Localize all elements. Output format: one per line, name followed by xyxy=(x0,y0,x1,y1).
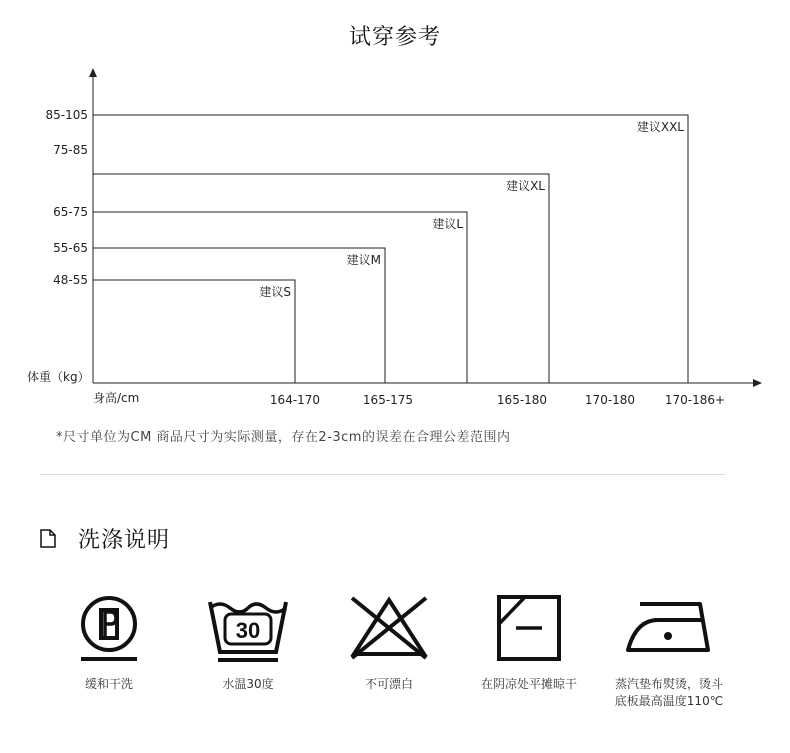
x-axis-label: 身高/cm xyxy=(93,391,140,405)
care-item-wash-30 xyxy=(173,592,323,693)
care-label: 在阴凉处平摊晾干 xyxy=(480,677,577,691)
care-item-no-bleach xyxy=(314,592,464,693)
care-label-line: 底板最高温度110℃ xyxy=(614,694,724,708)
x-axis-arrow xyxy=(753,379,762,387)
size-box xyxy=(93,174,549,383)
x-tick-label: 165-175 xyxy=(362,393,414,407)
iron-icon xyxy=(622,592,716,664)
care-label xyxy=(594,676,744,710)
care-label-line: 蒸汽垫布熨烫，烫斗 xyxy=(614,677,723,691)
x-tick-label: 165-180 xyxy=(496,393,548,407)
y-tick-label: 55-65 xyxy=(53,241,88,255)
y-axis-arrow xyxy=(89,68,97,77)
y-tick-label: 65-75 xyxy=(53,205,88,219)
wash-30-icon xyxy=(206,592,290,664)
y-tick-label: 48-55 xyxy=(53,273,88,287)
divider xyxy=(40,474,725,475)
wash-temp: 30 xyxy=(235,618,261,643)
page-title: 试穿参考 xyxy=(348,25,441,50)
y-axis-label: 体重（kg） xyxy=(27,370,90,384)
size-box xyxy=(93,248,385,383)
care-item-iron xyxy=(594,592,744,710)
box-label: 建议XL xyxy=(506,179,545,193)
chart-boxes xyxy=(93,115,688,383)
size-note: *尺寸单位为CM 商品尺寸为实际测量，存在2-3cm的误差在合理公差范围内 xyxy=(56,430,511,445)
chart-labels xyxy=(27,108,725,407)
x-tick-label: 170-186+ xyxy=(664,393,726,407)
care-item-dry-clean xyxy=(34,592,184,693)
box-label: 建议L xyxy=(432,217,463,231)
chart-axes xyxy=(89,68,762,387)
box-label: 建议XXL xyxy=(636,120,684,134)
y-tick-label: 85-105 xyxy=(45,108,88,122)
wash-header xyxy=(40,522,170,554)
y-tick-label: 75-85 xyxy=(53,143,88,157)
x-tick-label: 170-180 xyxy=(584,393,636,407)
size-box xyxy=(93,115,688,383)
document-icon xyxy=(40,529,56,548)
care-item-line-dry xyxy=(454,592,604,693)
wash-title: 洗涤说明 xyxy=(78,527,171,553)
box-label: 建议S xyxy=(259,285,291,299)
no-bleach-icon xyxy=(344,592,434,664)
care-label: 水温30度 xyxy=(222,677,274,691)
x-tick-label: 164-170 xyxy=(269,393,321,407)
size-chart xyxy=(0,60,790,410)
care-label: 缓和干洗 xyxy=(84,677,133,691)
box-label: 建议M xyxy=(346,253,381,267)
dry-clean-p-icon xyxy=(74,592,144,664)
line-dry-shade-icon xyxy=(494,592,564,664)
care-label: 不可漂白 xyxy=(364,677,413,691)
